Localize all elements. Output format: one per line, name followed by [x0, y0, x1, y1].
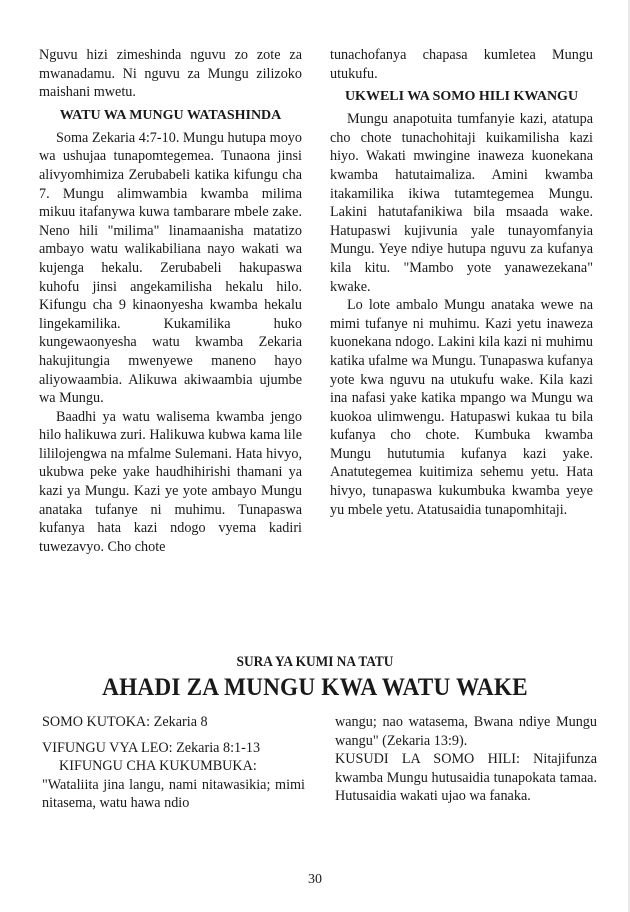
- paragraph-lo-lote: Lo lote ambalo Mungu anataka wewe na mimi tufanye ni muhimu. Kazi yetu inaweza kuonekana ndogo. Lakini kila kazi ni muhimu katika ufalme wa Mungu. Tunapaswa kufanya yote kwa nguvu na utukufu wake. Kila kazi ina nafasi yake katika mpango wa Mungu wa kuokoa ulimwengu. Hatupaswi kukaa tu bila kufanya cho chote. Kumbuka kwamba Mungu hututumia kufanya kazi yake. Anatutegemea kuitimiza sehemu yetu. Hata hivyo, tunapaswa kukumbuka kwamba yeye yu mbele yetu. Atatusaidia tunapomhitaji.: [330, 297, 593, 518]
- kifungu-cha-kukumbuka-label: KIFUNGU CHA KUKUMBUKA:: [59, 758, 257, 775]
- chapter-label: SURA YA KUMI NA TATU: [236, 654, 394, 670]
- paragraph-soma-zekaria: Soma Zekaria 4:7-10. Mungu hutupa moyo wa ushujaa tunapomtegemea. Tunaona jinsi alivyomhimiza Zerubabeli katika kifungu cha 7. Mungu alimwambia kwamba milima mikuu itafanywa kuwa tambarare mbele zake. Neno hili "milima" linamaanisha matatizo ambayo watu walikabiliana nayo wakati wa kujenga hekalu. Zerubabeli hakupaswa kuhofu jinsi angekamilisha hekalu hilo. Kifungu cha 9 kinaonyesha kwamba hekalu lingekamilika. Kukamilika huko kungewaonyesha watu kwamba Zekaria hakujitungia mwenyewe maneno hayo aliyowaambia. Alikuwa akiwaambia ujumbe wa Mungu.: [39, 129, 302, 407]
- kifungu-cha-kukumbuka-text: "Wataliita jina langu, nami nitawasikia; mimi nitasema, watu hawa ndio: [42, 776, 305, 812]
- chapter-title: AHADI ZA MUNGU KWA WATU WAKE: [102, 674, 528, 701]
- vifungu-vya-leo: VIFUNGU VYA LEO: Zekaria 8:1-13: [42, 739, 261, 756]
- paragraph-baadhi-ya-watu: Baadhi ya watu walisema kwamba jengo hilo halikuwa zuri. Halikuwa kubwa kama lile lililojengwa na mfalme Sulemani. Hata hivyo, ukubwa peke yake haudhihirishi thamani ya kazi ya Mungu. Kazi ye yote ambayo Mungu anataka tufanye ni muhimu. Tunapaswa kufanya hata kazi ndogo vyema kadiri tuwezavyo. Cho chote: [39, 408, 302, 555]
- bottom-left-column: [42, 713, 305, 813]
- top-right-column: [330, 46, 593, 519]
- paragraph-intro: Nguvu hizi zimeshinda nguvu zo zote za mwanadamu. Ni nguvu za Mungu zilizoko maishani mwetu.: [39, 47, 302, 101]
- somo-kutoka: SOMO KUTOKA: Zekaria 8: [42, 714, 208, 730]
- paragraph-mungu-anapotuita: Mungu anapotuita tumfanyie kazi, atatupa cho chote tunachohitaji kuikamilisha kazi hiyo. Wakati mwingine inaweza kuonekana kwamba hatutaimaliza. Amini kwamba itakamilika ikiwa tutamtegemea Mungu. Lakini hatutafanikiwa bila msaada wake. Hatupaswi kujivunia yale tunayomfanyia Mungu. Yeye ndiye hutupa nguvu za kufanya kila kitu. "Mambo yote yanawezekana" kwake.: [330, 111, 593, 295]
- top-left-column: [39, 46, 302, 556]
- section-heading-watu-wa-mungu: WATU WA MUNGU WATASHINDA: [59, 107, 282, 123]
- kusudi-la-somo: KUSUDI LA SOMO HILI: Nitajifunza kwamba Mungu hutusaidia tunapokata tamaa. Hutusaidia wakati ujao wa fanaka.: [335, 751, 597, 805]
- paragraph-continuation: tunachofanya chapasa kumletea Mungu utukufu.: [330, 47, 593, 82]
- kifungu-continuation: wangu; nao watasema, Bwana ndiye Mungu wangu" (Zekaria 13:9).: [335, 714, 597, 749]
- section-heading-ukweli-wa-somo: UKWELI WA SOMO HILI KWANGU: [344, 89, 579, 105]
- page-number: 30: [308, 872, 322, 887]
- bottom-right-column: [335, 713, 597, 806]
